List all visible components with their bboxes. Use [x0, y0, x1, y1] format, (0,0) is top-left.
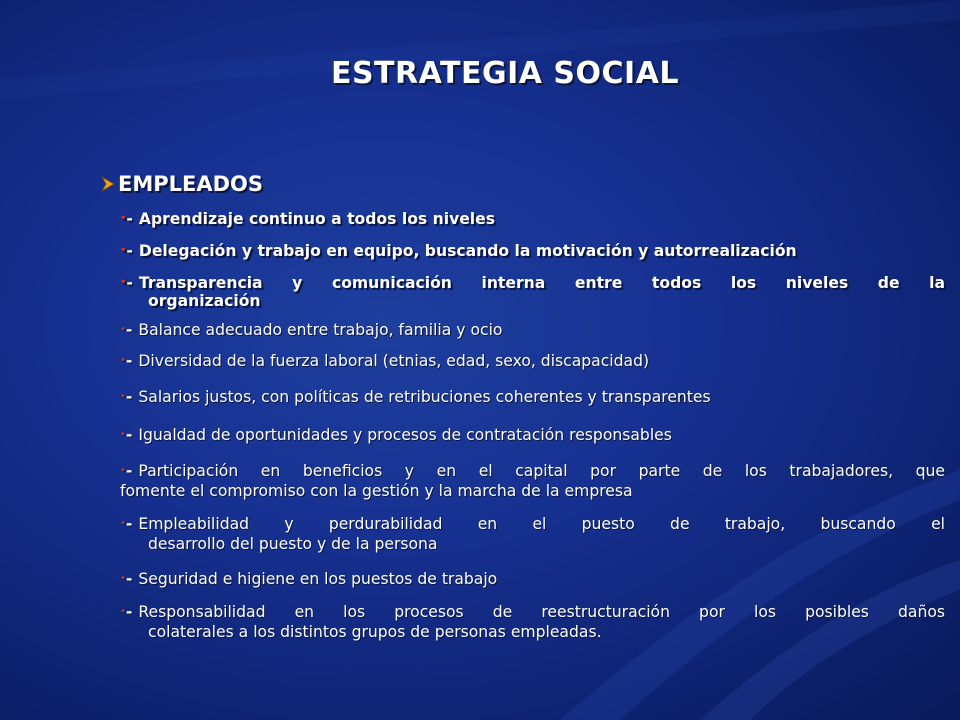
- list-item: [120, 209, 945, 229]
- slide-title: ESTRATEGIA SOCIAL: [330, 56, 680, 91]
- item-text-line2: organización: [148, 292, 261, 310]
- item-text: Salarios justos, con políticas de retribuciones coherentes y transparentes: [138, 388, 711, 406]
- item-text: Igualdad de oportunidades y procesos de contratación responsables: [138, 426, 672, 444]
- bullet-dot-icon: •: [120, 429, 126, 440]
- bullet-dot-icon: •: [120, 324, 126, 335]
- bullet-dot-icon: •: [120, 391, 126, 402]
- section-heading-label: EMPLEADOS: [118, 172, 264, 196]
- item-dash: -: [125, 462, 133, 480]
- item-text-line1: Empleabilidad y perdurabilidad en el puesto de trabajo, buscando el: [138, 515, 945, 533]
- list-item: [120, 351, 945, 371]
- bullet-dot-icon: •: [120, 606, 126, 617]
- list-item: [120, 241, 945, 261]
- bullet-dot-icon: •: [120, 277, 127, 288]
- item-dash: -: [125, 570, 133, 588]
- item-dash: -: [125, 515, 133, 533]
- list-item: [120, 273, 945, 309]
- item-text-line1: Transparencia y comunicación interna entre todos los niveles de la: [138, 274, 945, 292]
- item-dash: -: [126, 242, 133, 260]
- item-text-line2: desarrollo del puesto y de la persona: [148, 535, 438, 553]
- list-item: [120, 387, 945, 407]
- item-text: Seguridad e higiene en los puestos de trabajo: [138, 570, 498, 588]
- bullet-dot-icon: •: [120, 245, 127, 256]
- list-item: [120, 514, 945, 554]
- bullet-dot-icon: •: [120, 573, 126, 584]
- bullet-dot-icon: •: [120, 355, 126, 366]
- item-dash: -: [125, 426, 133, 444]
- item-text: Delegación y trabajo en equipo, buscando la motivación y autorrealización: [138, 242, 797, 260]
- item-text-line1: Participación en beneficios y en el capital por parte de los trabajadores, que: [138, 462, 945, 480]
- item-text: Aprendizaje continuo a todos los niveles: [138, 210, 496, 228]
- item-dash: -: [126, 210, 133, 228]
- bullet-dot-icon: •: [120, 213, 127, 224]
- item-text-line2: colaterales a los distintos grupos de personas empleadas.: [148, 623, 602, 641]
- section-heading: [101, 172, 263, 196]
- item-dash: -: [125, 603, 133, 621]
- list-item: [120, 569, 945, 589]
- item-dash: -: [125, 321, 133, 339]
- item-text-line2: fomente el compromiso con la gestión y la marcha de la empresa: [120, 482, 633, 500]
- bullet-dot-icon: •: [120, 518, 126, 529]
- list-item: [120, 602, 945, 642]
- item-dash: -: [125, 352, 133, 370]
- bullet-dot-icon: •: [120, 465, 126, 476]
- item-dash: -: [125, 388, 133, 406]
- list-item: [120, 461, 945, 501]
- list-item: [120, 320, 945, 340]
- list-item: [120, 425, 945, 445]
- item-text-line1: Responsabilidad en los procesos de reestructuración por los posibles daños: [138, 603, 945, 621]
- arrow-bullet-icon: [101, 176, 115, 192]
- item-dash: -: [126, 274, 133, 292]
- item-text: Balance adecuado entre trabajo, familia y ocio: [138, 321, 503, 339]
- item-text: Diversidad de la fuerza laboral (etnias, edad, sexo, discapacidad): [138, 352, 650, 370]
